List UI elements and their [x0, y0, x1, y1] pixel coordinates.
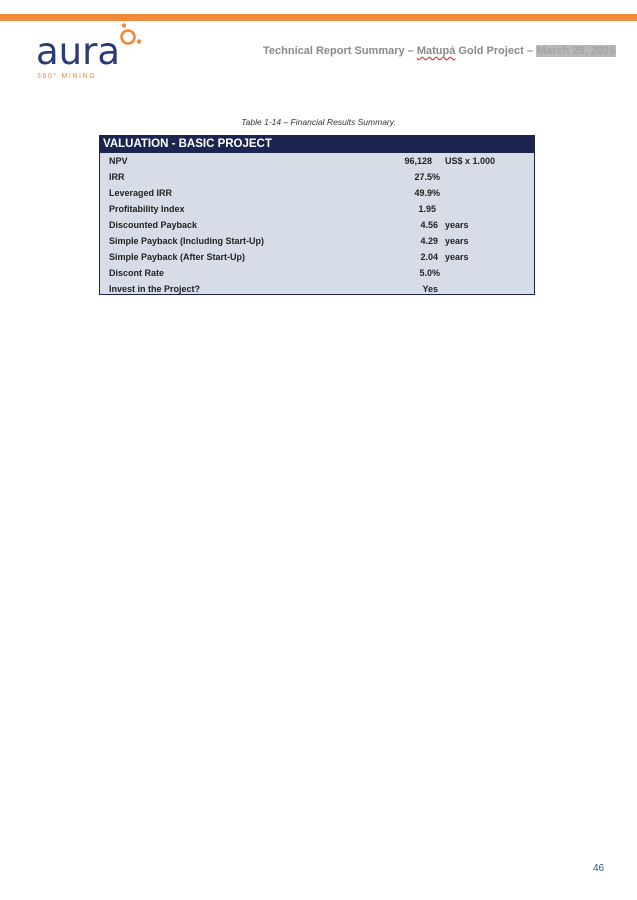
- table-row: [100, 201, 534, 217]
- table-caption: Table 1-14 – Financial Results Summary.: [241, 117, 396, 127]
- row-label: Leveraged IRR: [109, 188, 173, 198]
- row-value: 2.04: [420, 252, 438, 262]
- header-accent-bar: [0, 14, 637, 21]
- row-unit: years: [445, 236, 469, 246]
- table-row: [100, 265, 534, 281]
- row-value: Yes: [422, 284, 438, 294]
- row-label: IRR: [109, 172, 125, 182]
- logo-tagline: 360° MINING: [37, 73, 97, 80]
- row-value: 4.29: [420, 236, 438, 246]
- header-date: March 25, 2026: [537, 45, 616, 57]
- row-unit: years: [445, 252, 469, 262]
- row-label: Discounted Payback: [109, 220, 198, 230]
- table-row: [100, 249, 534, 265]
- row-unit: US$ x 1.000: [445, 156, 496, 166]
- table-row: [100, 281, 534, 297]
- table-row: [100, 233, 534, 249]
- header-title-middle: Gold Project –: [455, 45, 537, 57]
- header-project-word: Matupá: [416, 45, 456, 57]
- report-header-title: [263, 45, 616, 57]
- row-value: 96,128: [404, 156, 432, 166]
- row-label: Profitability Index: [109, 204, 185, 214]
- row-value: 5.0%: [419, 268, 440, 278]
- table-row: [100, 217, 534, 233]
- table-row: [100, 153, 534, 169]
- company-logo: [36, 22, 156, 84]
- table-row: [100, 169, 534, 185]
- row-label: Simple Payback (After Start-Up): [109, 252, 246, 262]
- row-label: Simple Payback (Including Start-Up): [109, 236, 265, 246]
- table-row: [100, 185, 534, 201]
- table-body: [100, 153, 534, 297]
- valuation-table: [99, 135, 535, 295]
- logo-wordmark: aura: [36, 30, 121, 73]
- logo-mark-icon: [120, 22, 146, 48]
- row-unit: years: [445, 220, 469, 230]
- table-heading: VALUATION - BASIC PROJECT: [100, 136, 534, 153]
- header-title-prefix: Technical Report Summary –: [263, 45, 417, 57]
- row-value: 4.56: [420, 220, 438, 230]
- page-number: 46: [593, 863, 605, 874]
- row-label: NPV: [109, 156, 128, 166]
- row-value: 49.9%: [414, 188, 440, 198]
- row-label: Invest in the Project?: [109, 284, 201, 294]
- row-value: 1.95: [418, 204, 436, 214]
- row-label: Discont Rate: [109, 268, 165, 278]
- row-value: 27.5%: [414, 172, 440, 182]
